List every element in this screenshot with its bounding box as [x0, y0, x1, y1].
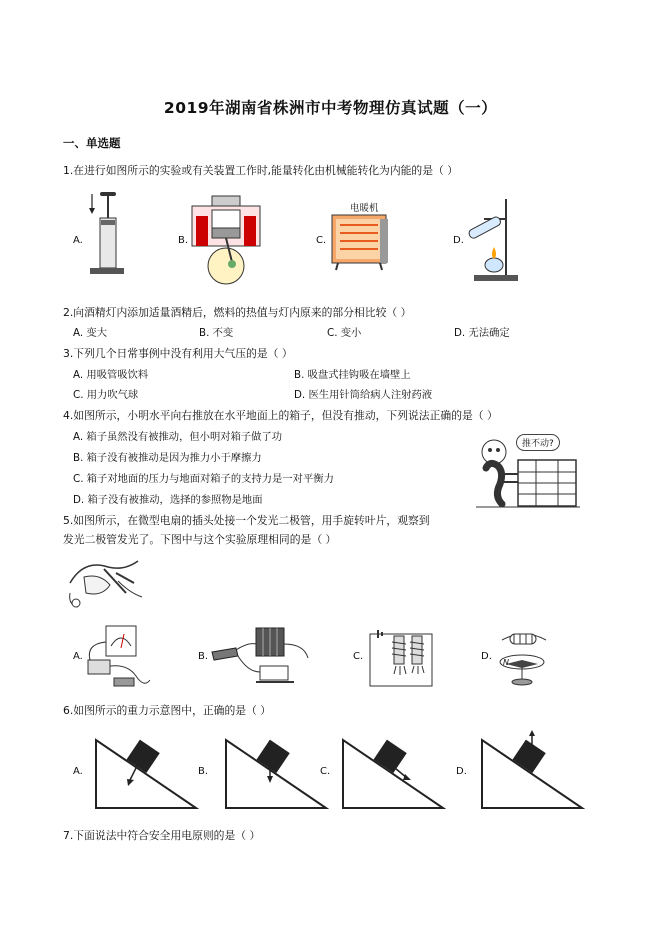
q2-option-c[interactable]: C. 变小 [327, 327, 362, 339]
q2-option-d[interactable]: D. 无法确定 [454, 327, 510, 339]
q5-figure-c-electromagnets [368, 622, 434, 688]
q1-figure-b-engine [188, 192, 264, 286]
q5-option-b-label: B. [198, 651, 209, 662]
q5-figure-b-motor-circuit [208, 624, 314, 690]
q1-figure-c-heater [330, 213, 392, 273]
q3-option-c[interactable]: C. 用力吹气球 [73, 389, 139, 401]
q5-option-c-label: C. [353, 651, 364, 662]
question-6-stem: 6.如图所示的重力示意图中，正确的是（ ） [63, 704, 272, 717]
q6-option-d-label: D. [456, 766, 467, 777]
q1-option-d-label: D. [453, 235, 464, 246]
q6-option-b-label: B. [198, 766, 209, 777]
section-heading: 一、单选题 [63, 136, 121, 150]
q6-figure-c-incline-gravity [339, 738, 447, 810]
question-3-stem: 3.下列几个日常事例中没有利用大气压的是（ ） [63, 347, 293, 360]
q3-option-b[interactable]: B. 吸盘式挂钩吸在墙壁上 [294, 369, 411, 381]
q4-figure-push-crate [476, 430, 581, 510]
q1-figure-a-compression-syringe [86, 190, 126, 285]
question-7-stem: 7.下面说法中符合安全用电原则的是（ ） [63, 829, 261, 842]
question-2-stem: 2.向酒精灯内添加适量酒精后，燃料的热值与灯内原来的部分相比较（ ） [63, 306, 412, 319]
q5-magnet-n-label: N [503, 658, 509, 667]
q4-option-d[interactable]: D. 箱子没有被推动，选择的参照物是地面 [73, 494, 263, 506]
q6-option-c-label: C. [320, 766, 331, 777]
q6-figure-b-incline-gravity [222, 738, 330, 810]
q4-option-c[interactable]: C. 箱子对地面的压力与地面对箱子的支持力是一对平衡力 [73, 473, 334, 485]
q1-option-a-label: A. [73, 235, 83, 246]
question-5-stem-line-1: 5.如图所示，在微型电扇的插头处接一个发光二极管，用手旋转叶片，观察到 [63, 514, 430, 527]
question-5-stem-line-2: 发光二极管发光了。下图中与这个实验原理相同的是（ ） [63, 533, 337, 546]
q4-speech-bubble: 推不动? [516, 434, 560, 451]
q5-option-d-label: D. [481, 651, 492, 662]
q1-option-c-label: C. [316, 235, 327, 246]
q1-figure-d-test-tube-heating [466, 195, 526, 285]
q6-option-a-label: A. [73, 766, 83, 777]
q1-heater-caption: 电暖机 [350, 203, 379, 214]
q5-option-a-label: A. [73, 651, 83, 662]
q2-option-a[interactable]: A. 变大 [73, 327, 108, 339]
q5-figure-a-galvanometer [84, 624, 156, 690]
q6-figure-a-incline-gravity [92, 738, 200, 810]
q4-option-b[interactable]: B. 箱子没有被推动是因为推力小于摩擦力 [73, 452, 262, 464]
q4-option-a[interactable]: A. 箱子虽然没有被推动，但小明对箱子做了功 [73, 431, 283, 443]
question-4-stem: 4.如图所示，小明水平向右推放在水平地面上的箱子，但没有推动，下列说法正确的是（ ） [63, 409, 498, 422]
question-1-stem: 1.在进行如图所示的实验或有关装置工作时,能量转化由机械能转化为内能的是（ ） [63, 164, 459, 177]
q3-option-a[interactable]: A. 用吸管吸饮料 [73, 369, 149, 381]
q2-option-b[interactable]: B. 不变 [199, 327, 234, 339]
page-title: 2019年湖南省株洲市中考物理仿真试题（一） [163, 99, 498, 117]
q5-figure-hand-fan-led [64, 553, 146, 615]
q1-option-b-label: B. [178, 235, 189, 246]
q3-option-d[interactable]: D. 医生用针筒给病人注射药液 [294, 389, 433, 401]
q6-figure-d-incline-gravity [478, 730, 586, 810]
